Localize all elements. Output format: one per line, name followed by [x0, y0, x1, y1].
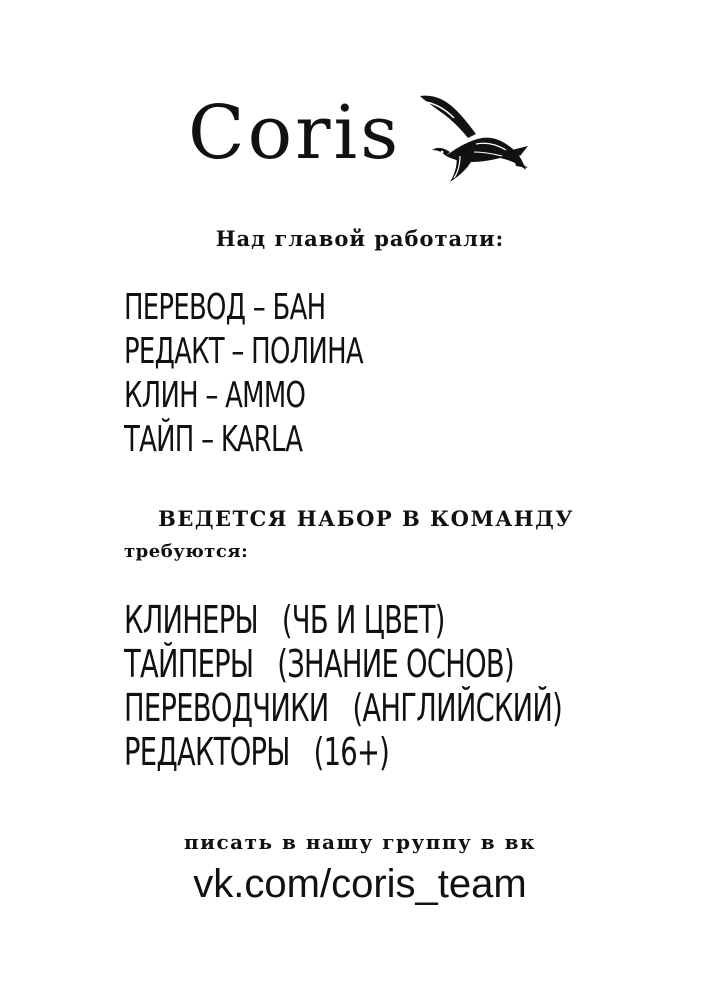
credit-item-cleaning: КЛИН – АММО — [124, 375, 306, 416]
credit-item-translation: ПЕРЕВОД – БАН — [124, 287, 326, 328]
recruit-heading: ВЕДЕТСЯ НАБОР В КОМАНДУ — [158, 506, 574, 531]
credits-heading: Над главой работали: — [215, 226, 505, 251]
credit-item-typesetting: ТАЙП – KARLA — [124, 419, 303, 460]
contact-url: vk.com/coris_team — [193, 862, 527, 906]
roles-list — [124, 598, 720, 774]
role-item-typesetters: ТАЙПЕРЫ (ЗНАНИЕ ОСНОВ) — [124, 642, 514, 686]
credits-list — [124, 286, 456, 462]
recruit-subheading: требуются: — [124, 541, 249, 562]
logo — [188, 78, 528, 188]
bird-icon — [416, 90, 528, 186]
role-item-editors: РЕДАКТОРЫ (16+) — [124, 730, 390, 774]
role-item-translators: ПЕРЕВОДЧИКИ (АНГЛИЙСКИЙ) — [124, 686, 563, 730]
role-item-cleaners: КЛИНЕРЫ (ЧБ И ЦВЕТ) — [124, 598, 445, 642]
contact-note: писать в нашу группу в вк — [183, 830, 537, 854]
credit-item-editing: РЕДАКТ – ПОЛИНА — [124, 331, 363, 372]
logo-text: Coris — [188, 90, 402, 176]
